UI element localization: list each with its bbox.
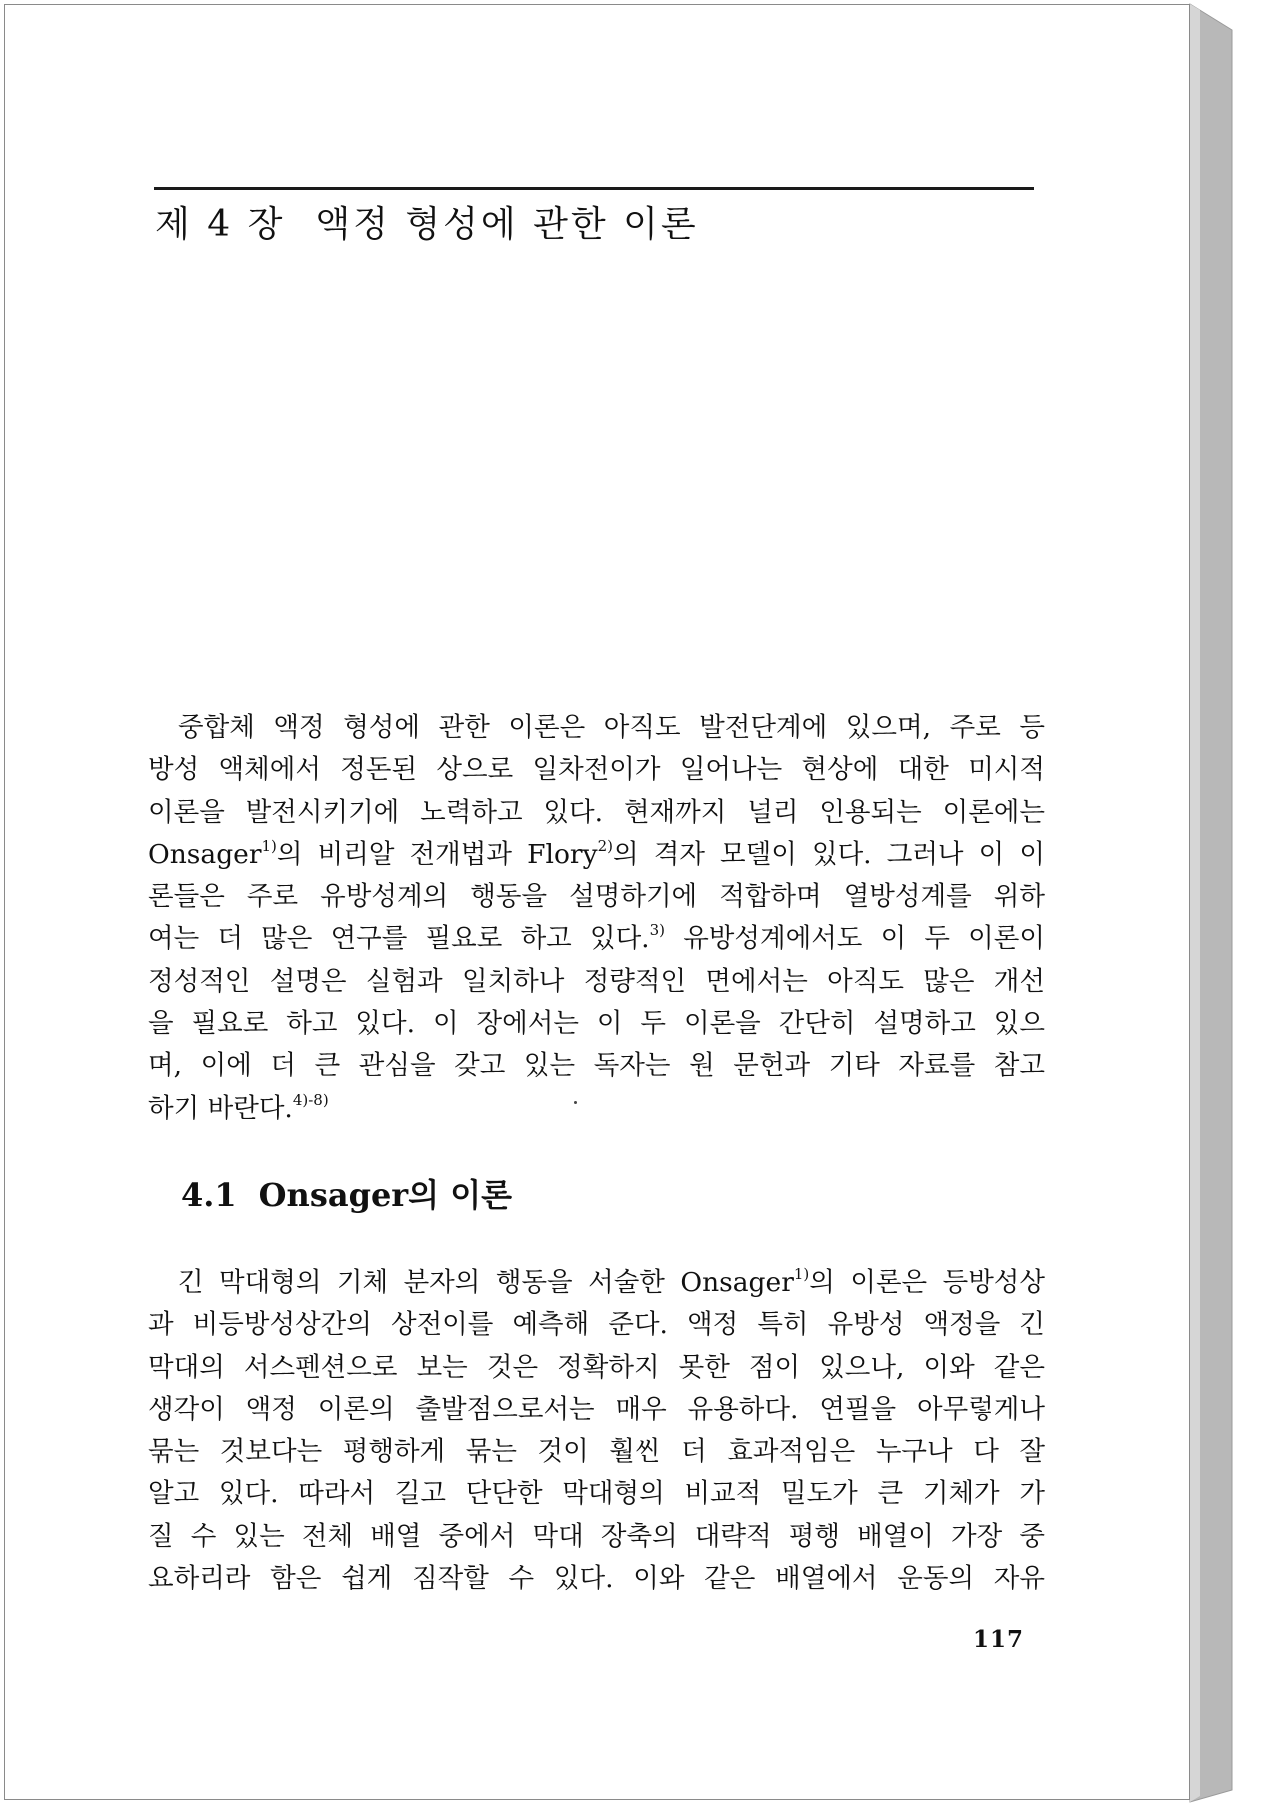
line-text: 하기 바란다. xyxy=(148,1092,293,1124)
paragraph-line: 요하리라 함은 쉽게 짐작할 수 있다. 이와 같은 배열에서 운동의 자유 xyxy=(148,1563,1045,1595)
paragraph-line: 과 비등방성상간의 상전이를 예측해 준다. 액정 특히 유방성 액정을 긴 xyxy=(148,1309,1045,1341)
section-paragraph xyxy=(148,1262,1045,1600)
chapter-title-text: 액정 형성에 관한 이론 xyxy=(315,204,699,245)
line-text: 유방성계에서도 이 두 이론이 xyxy=(683,923,1045,955)
paragraph-line xyxy=(148,1088,1045,1130)
scan-speck xyxy=(574,1101,577,1104)
reference-superscript: 3) xyxy=(649,921,665,940)
paragraph-line: 질 수 있는 전체 배열 중에서 막대 장축의 대략적 평행 배열이 가장 중 xyxy=(148,1520,1045,1552)
paragraph-line: 알고 있다. 따라서 길고 단단한 막대형의 비교적 밀도가 큰 기체가 가 xyxy=(148,1478,1045,1510)
line-text: 긴 막대형의 기체 분자의 행동을 서술한 Onsager xyxy=(178,1267,794,1298)
paragraph-line: 론들은 주로 유방성계의 행동을 설명하기에 적합하며 열방성계를 위하 xyxy=(148,881,1045,913)
paragraph-line: 이론을 발전시키기에 노력하고 있다. 현재까지 널리 인용되는 이론에는 xyxy=(148,796,1045,828)
reference-superscript: 2) xyxy=(597,836,613,855)
line-text: 의 비리알 전개법과 Flory xyxy=(276,838,598,870)
paragraph-line: 중합체 액정 형성에 관한 이론은 아직도 발전단계에 있으며, 주로 등 xyxy=(178,712,1045,743)
paragraph-line: 막대의 서스펜션으로 보는 것은 정확하지 못한 점이 있으나, 이와 같은 xyxy=(148,1351,1045,1383)
onsager-name: Onsager xyxy=(148,838,262,870)
paragraph-line: 방성 액체에서 정돈된 상으로 일차전이가 일어나는 현상에 대한 미시적 xyxy=(148,754,1045,786)
line-text: 여는 더 많은 연구를 필요로 하고 있다. xyxy=(148,923,650,955)
page-number: 117 xyxy=(973,1626,1025,1653)
paragraph-line: 며, 이에 더 큰 관심을 갖고 있는 독자는 원 문헌과 기타 자료를 참고 xyxy=(148,1050,1045,1082)
paragraph-line xyxy=(148,918,1045,960)
paragraph-line: 생각이 액정 이론의 출발점으로서는 매우 유용하다. 연필을 아무렇게나 xyxy=(148,1393,1045,1425)
section-title-text: Onsager의 이론 xyxy=(258,1176,513,1214)
section-heading xyxy=(181,1170,512,1216)
chapter-top-rule xyxy=(154,187,1034,190)
paragraph-line: 정성적인 설명은 실험과 일치하나 정량적인 면에서는 아직도 많은 개선 xyxy=(148,965,1045,997)
paragraph-line: 묶는 것보다는 평행하게 묶는 것이 훨씬 더 효과적임은 누구나 다 잘 xyxy=(148,1436,1045,1468)
chapter-label: 제 4 장 xyxy=(155,204,286,245)
line-text: 의 이론은 등방성상 xyxy=(809,1267,1045,1298)
intro-paragraph xyxy=(148,707,1045,1130)
reference-superscript: 1) xyxy=(793,1265,810,1283)
reference-superscript: 4)-8) xyxy=(292,1090,329,1109)
paragraph-line xyxy=(148,834,1045,876)
reference-superscript: 1) xyxy=(261,836,277,855)
paragraph-line: 을 필요로 하고 있다. 이 장에서는 이 두 이론을 간단히 설명하고 있으 xyxy=(148,1008,1045,1040)
book-page xyxy=(4,4,1190,1800)
line-text: 의 격자 모델이 있다. 그러나 이 이 xyxy=(612,838,1045,870)
paragraph-line xyxy=(148,1262,1045,1304)
chapter-heading xyxy=(155,203,699,246)
section-number: 4.1 xyxy=(181,1176,237,1214)
